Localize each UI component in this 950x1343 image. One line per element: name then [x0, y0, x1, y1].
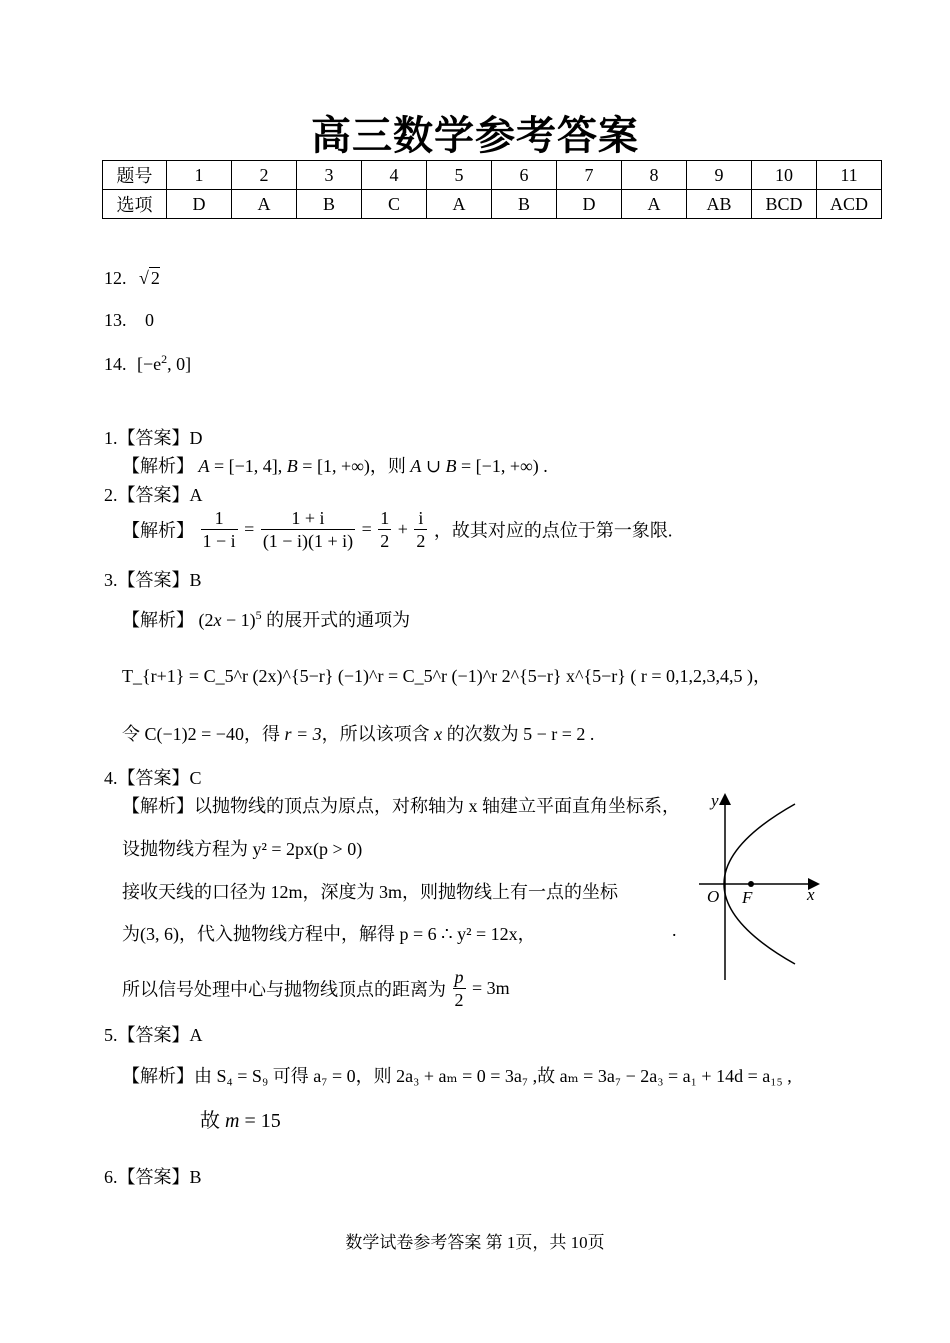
page-title: 高三数学参考答案 [311, 113, 639, 159]
table-cell: 10 [752, 161, 817, 190]
math-var: r = 3 [284, 724, 322, 744]
numerator: 1 [201, 507, 238, 530]
focus-label: F [742, 888, 753, 907]
q4-explanation-line3 [122, 878, 618, 904]
math-text: + [397, 519, 408, 539]
math-text: 所以信号处理中心与抛物线顶点的距离为 [122, 979, 446, 1000]
origin-label: O [707, 887, 720, 906]
denominator: (1 − i)(1 + i) [262, 531, 354, 551]
table-cell: ACD [817, 190, 882, 219]
fraction [261, 507, 355, 552]
denominator: 2 [454, 990, 464, 1010]
question-number: 5. [104, 1025, 118, 1045]
table-cell: 3 [297, 161, 362, 190]
q5-answer-line [104, 1021, 203, 1047]
q3-explanation-line3 [122, 720, 594, 746]
table-cell: B [297, 190, 362, 219]
parabola-figure [695, 790, 830, 985]
table-cell: 5 [427, 161, 492, 190]
q6-answer-line [104, 1163, 202, 1189]
math-var: B [445, 456, 457, 476]
math-text: (−1) [156, 724, 188, 744]
answer-part: [−e [137, 354, 162, 374]
question-number: 3. [104, 570, 118, 590]
math-text: ，所以该项含 [321, 724, 435, 744]
math-text: 为(3, 6)，代入抛物线方程中，解得 p = 6 ∴ y² = 12x， [122, 924, 536, 944]
math-var: A [198, 456, 210, 476]
denominator: 2 [380, 531, 390, 551]
numerator: 1 + i [261, 507, 355, 530]
table-cell: 9 [687, 161, 752, 190]
answer-value: 0 [145, 310, 154, 330]
question-number: 1. [104, 428, 118, 448]
answer-value: D [189, 428, 203, 448]
math-text: 故 [200, 1110, 225, 1132]
math-text: − 1) [221, 610, 256, 630]
math-text: = 15 [239, 1110, 281, 1132]
question-number: 13. [104, 310, 127, 330]
fraction [201, 507, 238, 552]
math-text: = [244, 519, 255, 539]
denominator: 1 − i [202, 531, 236, 551]
question-number: 4. [104, 768, 118, 788]
answer-tag: 【答案】 [117, 1167, 190, 1187]
table-answer-label: 选项 [103, 190, 167, 219]
math-text: = [1, +∞)，则 [297, 456, 411, 476]
answer-value: A [189, 1025, 203, 1045]
numerator: i [414, 507, 427, 530]
math-text: 由 S₄ = S₉ 可得 a₇ = 0，则 2a₃ + aₘ = 0 = 3a₇ ,故 aₘ = 3a₇ − 2a₃ = a₁ + 14d = a₁₅ , [194, 1066, 792, 1086]
answer-value: C [189, 768, 202, 788]
q5-explanation-line2 [200, 1104, 281, 1133]
sqrt-icon: √ [139, 268, 149, 288]
question-number: 6. [104, 1167, 118, 1187]
q4-explanation-line1 [122, 792, 680, 818]
table-cell: 7 [557, 161, 622, 190]
math-var: B [286, 456, 298, 476]
table-cell: AB [687, 190, 752, 219]
page-footer: 数学试卷参考答案 第 1页，共 10页 [345, 1233, 605, 1252]
fill-answer-13 [104, 310, 154, 331]
question-number: 14. [104, 354, 127, 374]
fill-answer-12 [104, 268, 160, 289]
question-number: 2. [104, 485, 118, 505]
math-text: 以抛物线的顶点为原点，对称轴为 x 轴建立平面直角坐标系， [194, 796, 680, 816]
table-cell: 2 [232, 161, 297, 190]
table-cell: 11 [817, 161, 882, 190]
answer-tag: 【答案】 [117, 1025, 190, 1045]
math-text: 的次数为 5 − r = 2 . [442, 724, 595, 744]
answer-tag: 【答案】 [117, 485, 190, 505]
math-var: A [410, 456, 422, 476]
explanation-tag: 【解析】 [122, 456, 194, 476]
math-text: = 3m [467, 978, 510, 998]
x-axis-label: x [807, 885, 815, 904]
table-cell: BCD [752, 190, 817, 219]
table-cell: B [492, 190, 557, 219]
fill-answer-14 [104, 352, 191, 375]
q1-explanation [122, 452, 548, 478]
explanation-tag: 【解析】 [122, 610, 194, 630]
table-cell: A [622, 190, 687, 219]
answer-value: B [189, 570, 202, 590]
answer-value: 2 [150, 268, 160, 288]
answer-part: , 0] [167, 354, 192, 374]
stray-dot: . [672, 920, 677, 940]
answer-value: B [189, 1167, 202, 1187]
table-cell: A [427, 190, 492, 219]
math-var: m [225, 1110, 240, 1132]
answer-value [137, 354, 191, 374]
table-row [103, 190, 882, 219]
table-cell: A [232, 190, 297, 219]
focus-point [748, 881, 754, 887]
math-text: ，故其对应的点位于第一象限. [433, 520, 673, 541]
explanation-tag: 【解析】 [122, 1066, 194, 1086]
math-text: = −40，得 [196, 724, 285, 744]
q3-explanation-line1 [122, 606, 410, 632]
math-text: (2 [198, 610, 214, 630]
explanation-tag: 【解析】 [122, 520, 194, 541]
fraction [414, 507, 427, 552]
denominator: 2 [416, 531, 426, 551]
math-formula: T_{r+1} = C_5^r (2x)^{5−r} (−1)^r = C_5^r (−1)^r 2^{5−r} x^{5−r} ( r = 0,1,2,3,4,5 )， [122, 666, 772, 686]
table-cell: 6 [492, 161, 557, 190]
numerator: p [454, 967, 464, 987]
math-var: x [434, 724, 443, 744]
math-text: ∪ [421, 456, 446, 476]
math-text: = [−1, +∞) . [456, 456, 548, 476]
table-header-label: 题号 [103, 161, 167, 190]
table-cell: 1 [167, 161, 232, 190]
q5-explanation-line1 [122, 1062, 792, 1088]
math-text: = [361, 519, 372, 539]
math-text: 2 [187, 724, 197, 744]
table-cell: D [557, 190, 622, 219]
y-axis-label: y [711, 791, 719, 810]
math-text: 的展开式的通项为 [261, 610, 411, 630]
table-cell: 4 [362, 161, 427, 190]
math-text: 设抛物线方程为 y² = 2px(p > 0) [122, 839, 363, 859]
answer-exponent: 2 [161, 352, 168, 366]
fraction [378, 507, 391, 552]
math-var: x [213, 610, 222, 630]
q2-answer-line [104, 481, 203, 507]
question-number: 12. [104, 268, 127, 288]
explanation-tag: 【解析】 [122, 796, 194, 816]
q4-explanation-line5 [122, 966, 510, 1011]
answer-tag: 【答案】 [117, 768, 190, 788]
numerator: 1 [380, 508, 390, 528]
table-cell: 8 [622, 161, 687, 190]
q1-answer-line [104, 424, 203, 450]
math-text: = [−1, 4], [209, 456, 287, 476]
table-cell: C [362, 190, 427, 219]
q4-explanation-line4 [122, 920, 536, 946]
q4-explanation-line2 [122, 835, 362, 861]
math-text: 令 C [122, 724, 157, 744]
q2-explanation [122, 507, 672, 552]
q3-answer-line [104, 566, 202, 592]
q4-answer-line [104, 764, 202, 790]
math-text: 接收天线的口径为 12m，深度为 3m，则抛物线上有一点的坐标 [122, 882, 618, 902]
math-exponent: 5 [255, 608, 262, 622]
answer-tag: 【答案】 [117, 570, 190, 590]
answer-value: A [189, 485, 203, 505]
fraction [453, 966, 466, 1011]
answer-table [102, 160, 882, 219]
table-cell: D [167, 190, 232, 219]
answer-tag: 【答案】 [117, 428, 190, 448]
q3-explanation-line2 [122, 662, 771, 688]
table-row [103, 161, 882, 190]
